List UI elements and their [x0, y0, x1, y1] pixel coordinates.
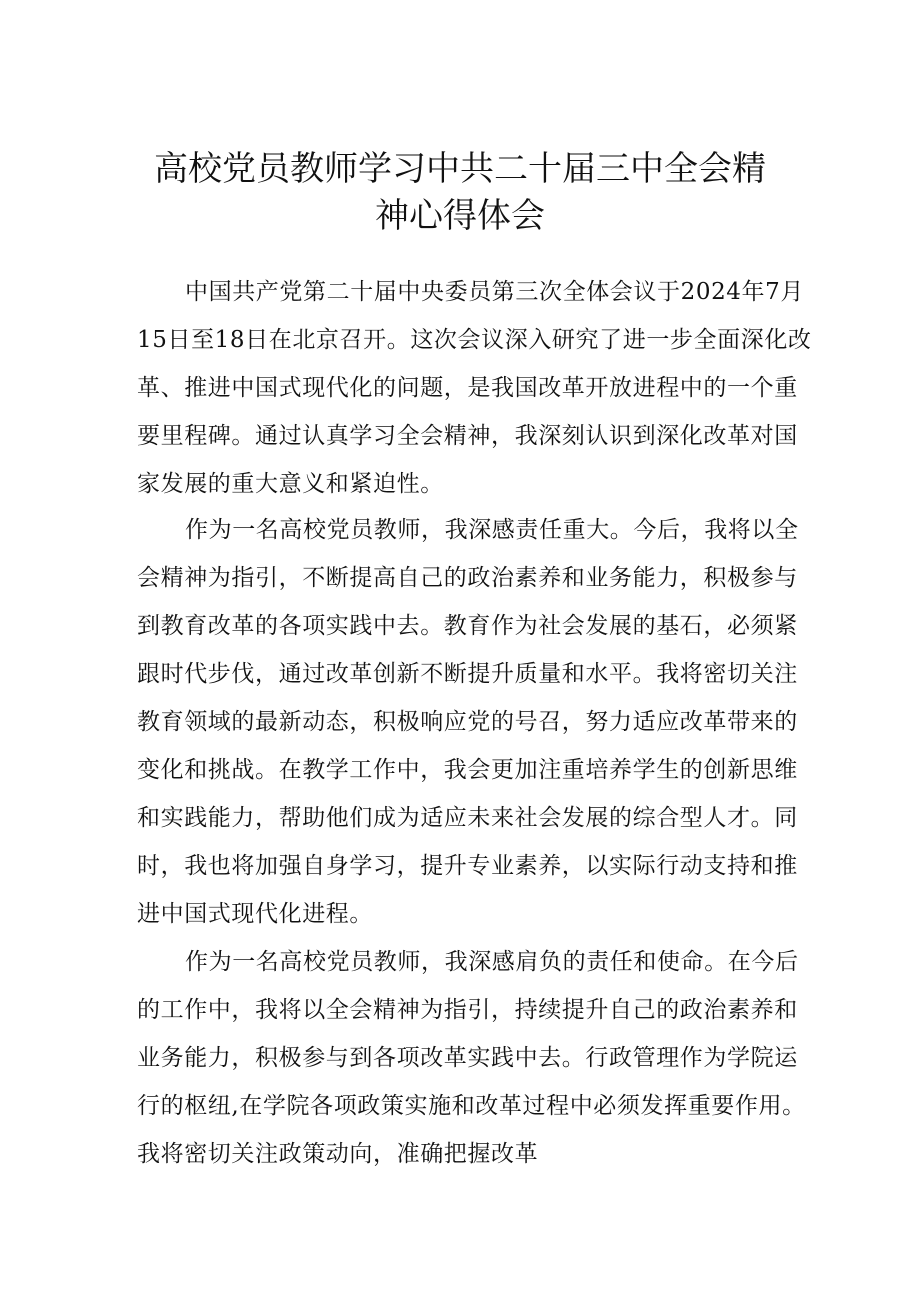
paragraph-1 — [137, 268, 812, 508]
paragraph-2 — [137, 506, 799, 938]
paragraph-line: 时，我也将加强自身学习，提升专业素养，以实际行动支持和推 — [137, 853, 798, 879]
paragraph-line: 要里程碑。通过认真学习全会精神，我深刻认识到深化改革对国 — [137, 423, 798, 449]
paragraph-line: 变化和挑战。在教学工作中，我会更加注重培养学生的创新思维 — [137, 757, 798, 783]
paragraph-line: 行的枢纽,在学院各项政策实施和改革过程中必须发挥重要作用。 — [137, 1093, 806, 1119]
paragraph-3 — [137, 938, 806, 1178]
paragraph-line: 教育领域的最新动态，积极响应党的号召，努力适应改革带来的 — [137, 709, 798, 735]
paragraph-line: 业务能力，积极参与到各项改革实践中去。行政管理作为学院运 — [137, 1045, 798, 1071]
paragraph-line: 15日至18日在北京召开。这次会议深入研究了进一步全面深化改 — [137, 327, 812, 353]
paragraph-line: 革、推进中国式现代化的问题，是我国改革开放进程中的一个重 — [137, 375, 798, 401]
paragraph-line: 会精神为指引，不断提高自己的政治素养和业务能力，积极参与 — [137, 565, 798, 591]
paragraph-line: 的工作中，我将以全会精神为指引，持续提升自己的政治素养和 — [137, 997, 798, 1023]
paragraph-line: 到教育改革的各项实践中去。教育作为社会发展的基石，必须紧 — [137, 613, 798, 639]
paragraph-line: 和实践能力，帮助他们成为适应未来社会发展的综合型人才。同 — [137, 805, 798, 831]
paragraph-line: 跟时代步伐，通过改革创新不断提升质量和水平。我将密切关注 — [137, 661, 798, 687]
paragraph-line: 中国共产党第二十届中央委员第三次全体会议于2024年7月 — [185, 279, 804, 305]
paragraph-line: 家发展的重大意义和紧迫性。 — [137, 471, 444, 497]
paragraph-line: 作为一名高校党员教师，我深感责任重大。今后，我将以全 — [185, 517, 799, 543]
title-line: 高校党员教师学习中共二十届三中全会精 — [154, 149, 766, 189]
title-line: 神心得体会 — [375, 196, 545, 236]
paragraph-line: 我将密切关注政策动向，准确把握改革 — [137, 1141, 539, 1167]
paragraph-line: 作为一名高校党员教师，我深感肩负的责任和使命。在今后 — [185, 949, 799, 975]
document-title — [130, 146, 790, 240]
paragraph-line: 进中国式现代化进程。 — [137, 901, 373, 927]
